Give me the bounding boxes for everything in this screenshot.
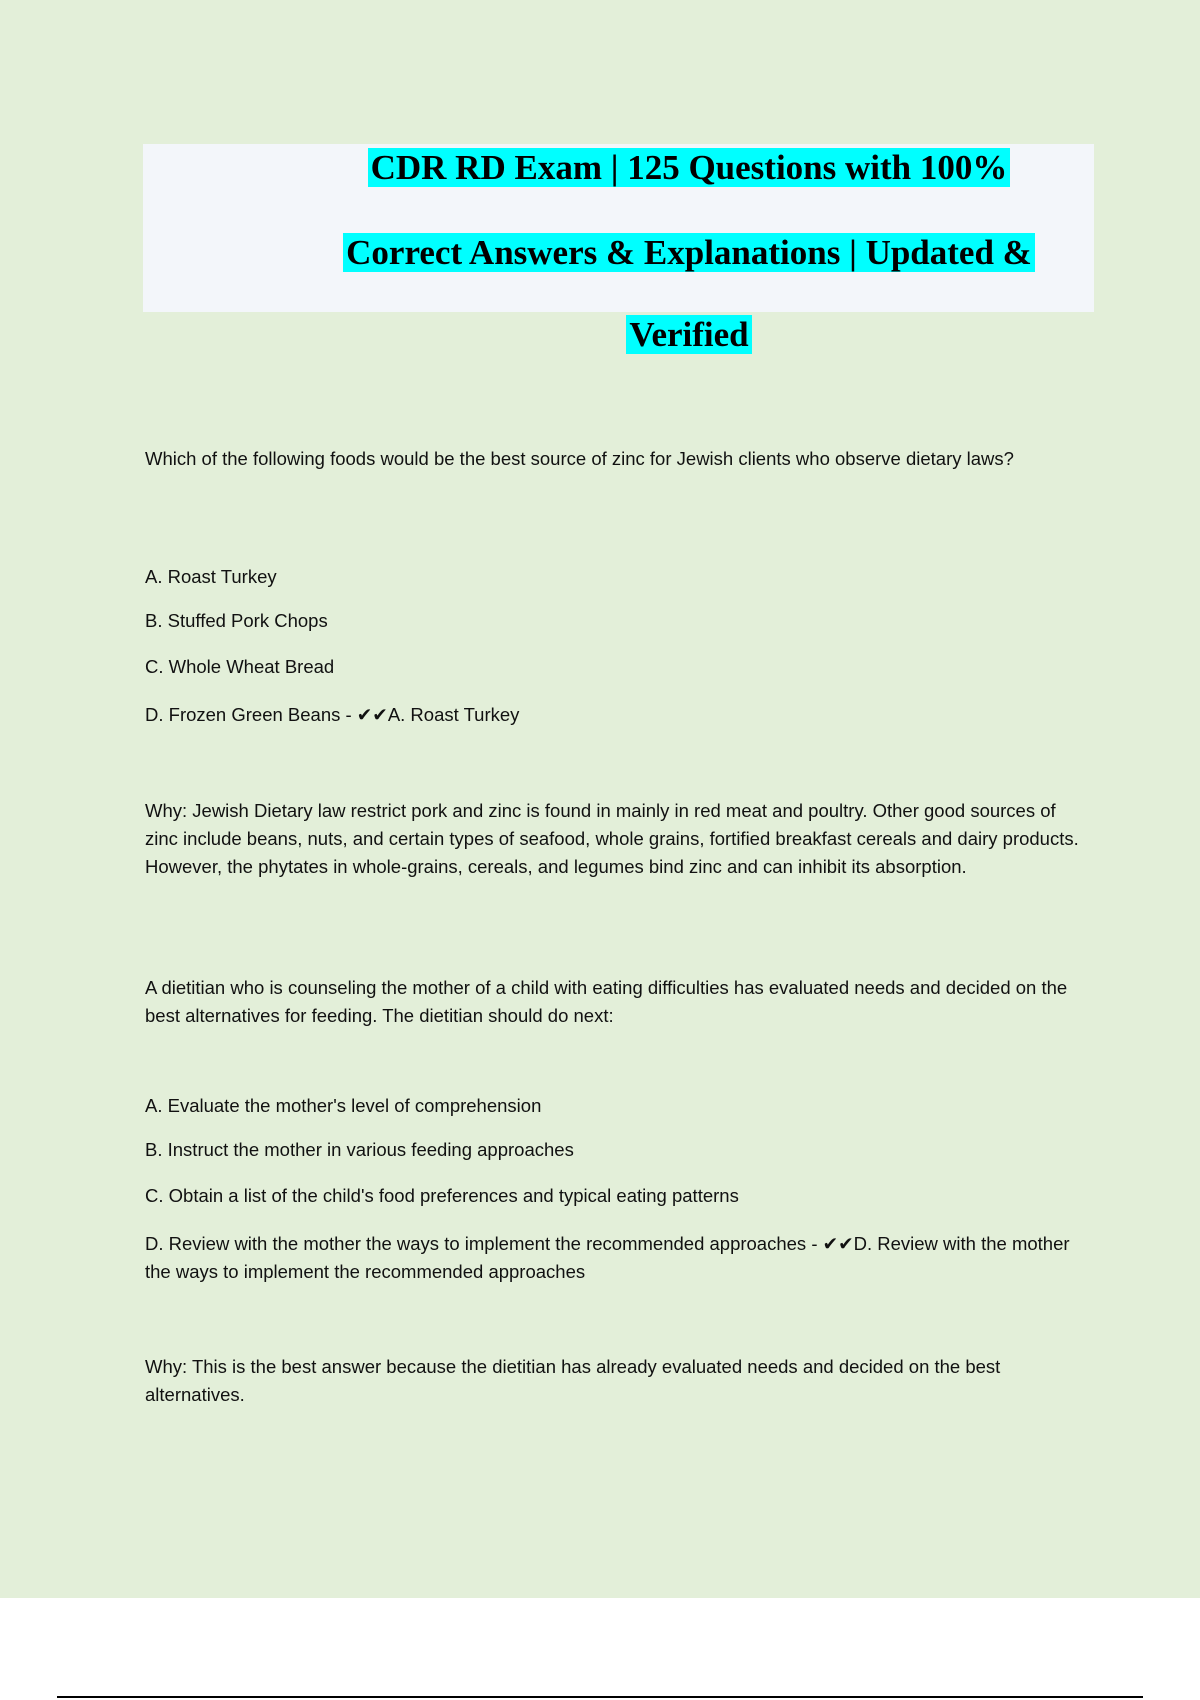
- question-2-option-c: [145, 1182, 1085, 1210]
- question-1-text: [145, 445, 1085, 473]
- question-1-option-a: [145, 563, 1085, 591]
- option-label: D. Frozen Green Beans - ✔✔A. Roast Turkey: [145, 704, 520, 725]
- question-2-explanation: [145, 1353, 1085, 1409]
- option-label: A. Roast Turkey: [145, 566, 277, 587]
- explanation-text: Why: This is the best answer because the dietitian has already evaluated needs and decided on the best alternatives.: [145, 1356, 1001, 1405]
- question-1-option-b: [145, 607, 1085, 635]
- title-line-3-text: Verified: [626, 315, 751, 354]
- footer-rule: [57, 1696, 1143, 1698]
- explanation-text: Why: Jewish Dietary law restrict pork and zinc is found in mainly in red meat and poultry. Other good sources of zinc include beans, nuts, and certain types of seafood, whole grains, fortified breakfast cereals and dairy products. However, the phytates in whole-grains, cereals, and legumes bind zinc and can inhibit its absorption.: [145, 800, 1079, 877]
- question-1-option-c: [145, 653, 1085, 681]
- question-1-prompt: Which of the following foods would be the best source of zinc for Jewish clients who observe dietary laws?: [145, 448, 1014, 469]
- option-label: C. Obtain a list of the child's food preferences and typical eating patterns: [145, 1185, 739, 1206]
- question-2-option-b: [145, 1136, 1085, 1164]
- title-line-2: [89, 231, 1200, 275]
- option-label: B. Instruct the mother in various feeding approaches: [145, 1139, 574, 1160]
- option-label: A. Evaluate the mother's level of comprehension: [145, 1095, 542, 1116]
- title-line-3: [89, 313, 1200, 357]
- question-1-explanation: [145, 797, 1085, 881]
- title-line-1: [89, 146, 1200, 190]
- question-2-prompt: A dietitian who is counseling the mother of a child with eating difficulties has evaluated needs and decided on the best alternatives for feeding. The dietitian should do next:: [145, 977, 1068, 1026]
- question-1-option-d-answer: [145, 701, 1085, 729]
- question-2-option-d-answer: [145, 1230, 1085, 1286]
- title-line-2-text: Correct Answers & Explanations | Updated &: [343, 233, 1035, 272]
- option-label: C. Whole Wheat Bread: [145, 656, 335, 677]
- question-2-text: [145, 974, 1085, 1030]
- option-label: B. Stuffed Pork Chops: [145, 610, 328, 631]
- title-line-1-text: CDR RD Exam | 125 Questions with 100%: [368, 148, 1011, 187]
- question-2-option-a: [145, 1092, 1085, 1120]
- option-label: D. Review with the mother the ways to implement the recommended approaches - ✔✔D. Review with the mother the ways to implement the recommended approaches: [145, 1233, 1070, 1282]
